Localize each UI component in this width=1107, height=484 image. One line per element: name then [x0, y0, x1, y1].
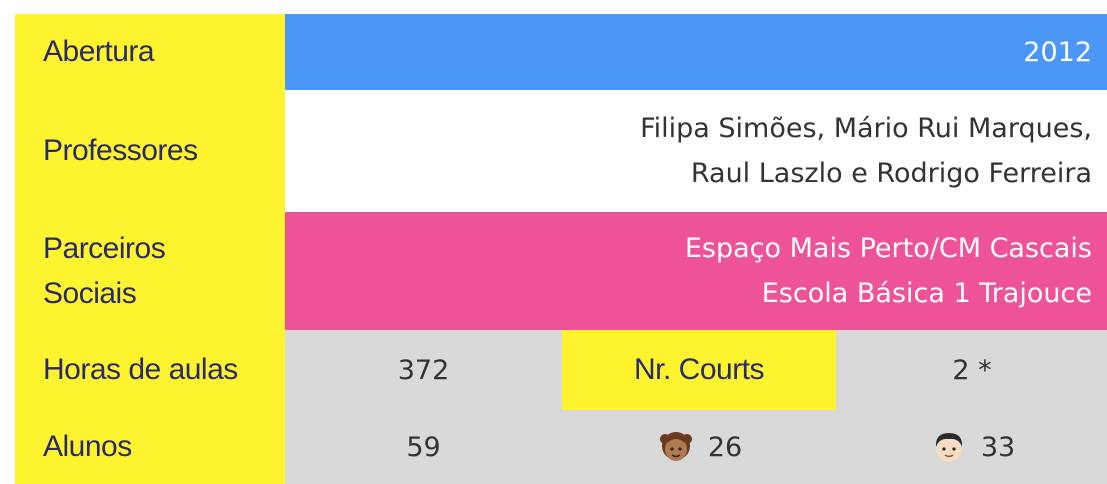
label-alunos — [15, 410, 285, 484]
value-professores — [285, 90, 1107, 212]
value-alunos-girls — [562, 410, 836, 484]
label-parceiros — [15, 212, 285, 330]
value-courts — [836, 330, 1107, 410]
girl-icon — [656, 427, 696, 467]
abertura-year: 2012 — [1023, 36, 1092, 68]
value-alunos-total — [285, 410, 562, 484]
label-courts — [562, 330, 836, 410]
value-horas — [285, 330, 562, 410]
alunos-girls-count: 26 — [707, 431, 743, 463]
parceiros-line-1: Espaço Mais Perto/CM Cascais — [684, 233, 1092, 264]
label-horas-text: Horas de aulas — [43, 353, 238, 386]
value-abertura — [285, 14, 1107, 90]
value-alunos-boys — [836, 410, 1107, 484]
courts-label-text: Nr. Courts — [633, 353, 765, 386]
alunos-boys-count: 33 — [980, 431, 1016, 463]
horas-value: 372 — [397, 354, 450, 386]
label-professores-text: Professores — [43, 134, 198, 167]
professores-line-2: Raul Laszlo e Rodrigo Ferreira — [690, 158, 1092, 189]
value-parceiros — [285, 212, 1107, 330]
label-parceiros-line-1: Parceiros — [43, 232, 166, 265]
label-abertura-text: Abertura — [43, 35, 155, 68]
boy-icon — [929, 427, 969, 467]
label-alunos-text: Alunos — [43, 430, 132, 463]
alunos-total: 59 — [406, 431, 441, 463]
professores-line-1: Filipa Simões, Mário Rui Marques, — [640, 113, 1092, 144]
parceiros-line-2: Escola Básica 1 Trajouce — [761, 278, 1092, 309]
courts-value: 2 * — [952, 354, 992, 386]
label-horas — [15, 330, 285, 410]
label-parceiros-line-2: Sociais — [43, 277, 137, 310]
label-abertura — [15, 14, 285, 90]
label-professores — [15, 90, 285, 212]
